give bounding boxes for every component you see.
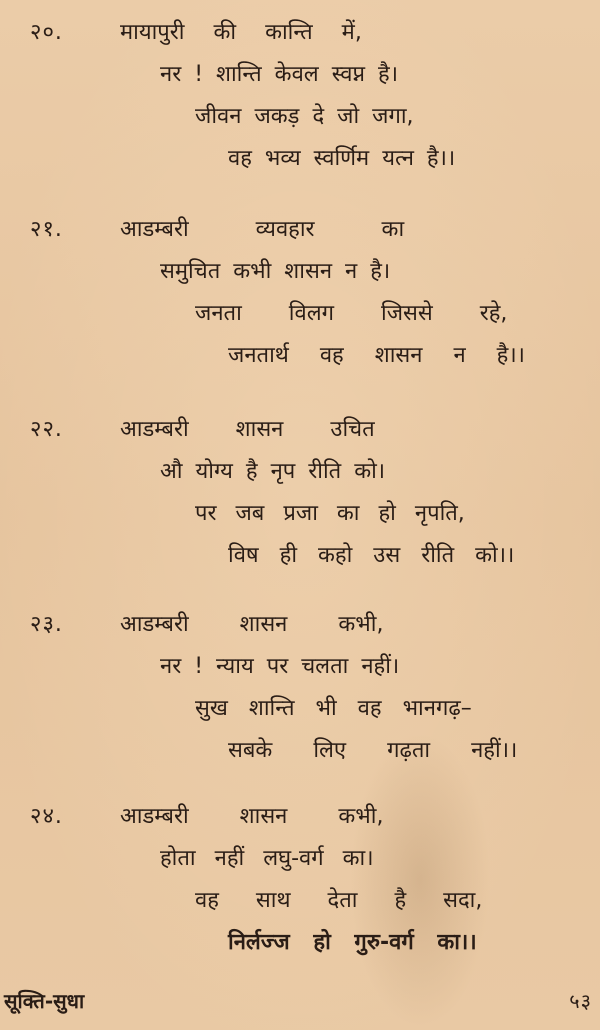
verse-line: नर ! शान्ति केवल स्वप्न है। [160,62,399,87]
verse-line: जनतार्थ वह शासन न है।। [228,343,526,368]
verse-number: २२. [30,417,63,442]
verse-22 [0,415,600,585]
verse-line: होता नहीं लघु-वर्ग का। [160,846,374,871]
verse-number: २३. [30,612,63,637]
verse-line: जनता विलग जिससे रहे, [195,301,508,326]
verse-line: वह भव्य स्वर्णिम यत्न है।। [228,146,456,171]
verse-line: आडम्बरी शासन उचित [120,417,375,442]
verse-line: विष ही कहो उस रीति को।। [228,543,515,568]
book-title: सूक्ति-सुधा [4,989,85,1013]
verse-number: २४. [30,804,63,829]
verse-line: निर्लज्ज हो गुरु-वर्ग का।। [228,930,477,955]
page-number: ५३ [569,989,592,1013]
verse-24 [0,802,600,972]
verse-20 [0,18,600,188]
verse-line: आडम्बरी व्यवहार का [120,217,405,242]
verse-line: जीवन जकड़ दे जो जगा, [195,104,414,129]
verse-line: आडम्बरी शासन कभी, [120,804,384,829]
verse-line: वह साथ देता है सदा, [195,888,483,913]
verse-line: सुख शान्ति भी वह भानगढ़– [195,696,472,721]
verse-line: समुचित कभी शासन न है। [160,259,391,284]
verse-number: २१. [30,217,63,242]
verse-line: सबके लिए गढ़ता नहीं।। [228,738,518,763]
verse-number: २०. [30,20,63,45]
verse-line: आडम्बरी शासन कभी, [120,612,384,637]
verse-21 [0,215,600,385]
verse-line: नर ! न्याय पर चलता नहीं। [160,654,400,679]
verse-23 [0,610,600,780]
verse-line: पर जब प्रजा का हो नृपति, [195,501,465,526]
verse-line: मायापुरी की कान्ति में, [120,20,362,45]
verse-line: औ योग्य है नृप रीति को। [160,459,386,484]
